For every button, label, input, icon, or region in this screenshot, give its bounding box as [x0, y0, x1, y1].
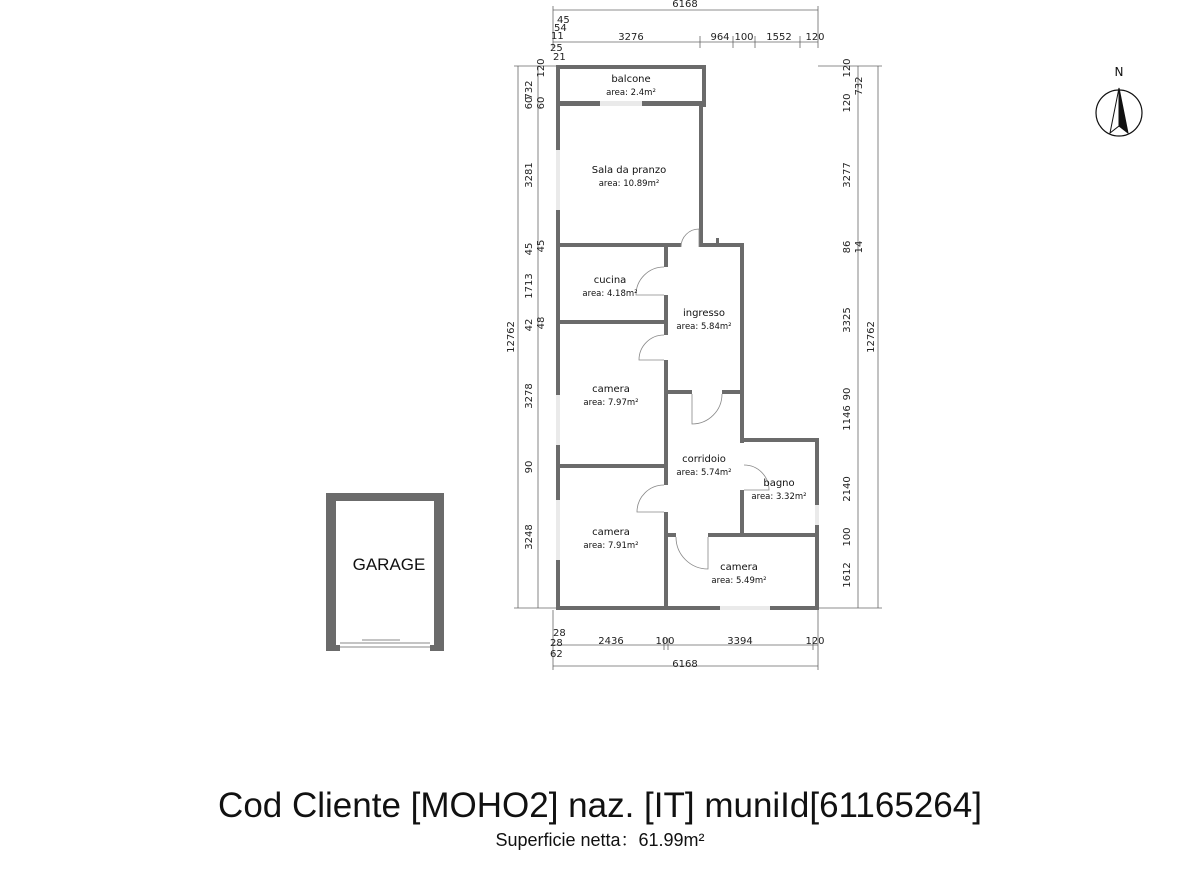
dim-right-outer-6: 2140: [842, 476, 853, 502]
dim-left-inner-4: 45: [536, 239, 547, 253]
dim-left-inner-1: 120: [536, 58, 547, 78]
dim-left-outer-4: 1713: [524, 273, 535, 299]
dim-top-seg-2: 964: [710, 32, 730, 43]
dim-left-inner-2: 60: [524, 96, 535, 110]
dim-top-seg-4: 1552: [766, 32, 792, 43]
compass-north-label: N: [1114, 65, 1124, 79]
dim-top-stack-1: 45: [557, 15, 570, 26]
room-bagno-area: area: 3.32m²: [751, 492, 807, 502]
room-corridoio-area: area: 5.74m²: [676, 468, 732, 478]
dim-right-outer-2: 3277: [842, 162, 853, 188]
room-camera-3-name: camera: [720, 562, 758, 573]
compass: [1096, 65, 1142, 136]
north-arrow-icon: [1119, 88, 1128, 133]
room-camera-1-area: area: 7.97m²: [583, 398, 639, 408]
dim-top-stack-4: 25: [550, 43, 563, 54]
dim-top-stack-2: 54: [554, 23, 567, 34]
doors: [636, 229, 769, 569]
dim-bottom-seg-2: 100: [655, 636, 675, 647]
left-dimensions: [506, 58, 556, 608]
dim-top-stack-5: 21: [553, 52, 566, 63]
dim-right-inner-2: 120: [842, 93, 853, 113]
room-ingresso-name: ingresso: [682, 308, 726, 319]
dim-bottom-total: 6168: [672, 659, 698, 670]
dim-top-total: 6168: [672, 0, 698, 10]
dim-left-total: 12762: [506, 321, 517, 353]
garage: [326, 493, 444, 651]
bottom-dimensions: [550, 610, 825, 670]
dim-right-outer-3: 14: [854, 240, 865, 254]
dim-left-outer-5: 42: [524, 318, 535, 332]
dim-top-stack-3: 11: [551, 31, 564, 42]
dim-right-outer-4: 3325: [842, 307, 853, 333]
dim-right-total: 12762: [866, 321, 877, 353]
dim-left-inner-5: 48: [536, 316, 547, 330]
dim-left-outer-7: 90: [524, 460, 535, 474]
dim-right-outer-5: 1146: [842, 405, 853, 431]
room-balcone-area: area: 2.4m²: [606, 88, 656, 98]
room-corridoio-name: corridoio: [682, 454, 726, 465]
room-cucina-area: area: 4.18m²: [582, 289, 638, 299]
dim-bottom-stack-2: 28: [550, 638, 563, 649]
room-balcone-name: balcone: [611, 74, 651, 85]
dim-right-inner-1: 120: [842, 58, 853, 78]
dim-top-seg-1: 3276: [618, 32, 644, 43]
footer-title: Cod Cliente [MOHO2] naz. [IT] muniId[61165264]: [218, 786, 982, 825]
footer-subtitle: Superficie netta：61.99m²: [495, 830, 705, 850]
dim-bottom-stack-3: 62: [550, 649, 563, 660]
room-camera-3-area: area: 5.49m²: [711, 576, 767, 586]
dim-left-outer-8: 3248: [524, 524, 535, 550]
dim-left-outer-6: 3278: [524, 383, 535, 409]
room-ingresso-area: area: 5.84m²: [676, 322, 732, 332]
dim-right-inner-3: 86: [842, 240, 853, 254]
room-sala-name: Sala da pranzo: [591, 165, 667, 176]
room-bagno-name: bagno: [763, 478, 795, 489]
dim-right-outer-1: 732: [854, 76, 865, 96]
dim-bottom-stack-1: 28: [553, 628, 566, 639]
dim-bottom-seg-1: 2436: [598, 636, 624, 647]
room-labels: [582, 74, 806, 586]
garage-label: GARAGE: [352, 555, 426, 574]
room-cucina-name: cucina: [593, 275, 627, 286]
dim-left-outer-1: 732: [524, 80, 535, 100]
dim-top-seg-3: 100: [734, 32, 754, 43]
room-camera-1-name: camera: [592, 384, 630, 395]
dim-right-outer-8: 1612: [842, 562, 853, 588]
dim-left-outer-3: 45: [524, 242, 535, 256]
dim-left-inner-3: 60: [536, 96, 547, 110]
dim-left-outer-2: 3281: [524, 162, 535, 188]
dim-right-inner-4: 90: [842, 387, 853, 401]
room-camera-2-area: area: 7.91m²: [583, 541, 639, 551]
room-sala-area: area: 10.89m²: [598, 179, 660, 189]
top-dimensions: [550, 0, 825, 63]
dim-right-outer-7: 100: [842, 527, 853, 547]
dim-bottom-seg-4: 120: [805, 636, 825, 647]
dim-bottom-seg-3: 3394: [727, 636, 753, 647]
right-dimensions: [818, 58, 882, 608]
room-camera-2-name: camera: [592, 527, 630, 538]
dim-top-seg-5: 120: [805, 32, 825, 43]
